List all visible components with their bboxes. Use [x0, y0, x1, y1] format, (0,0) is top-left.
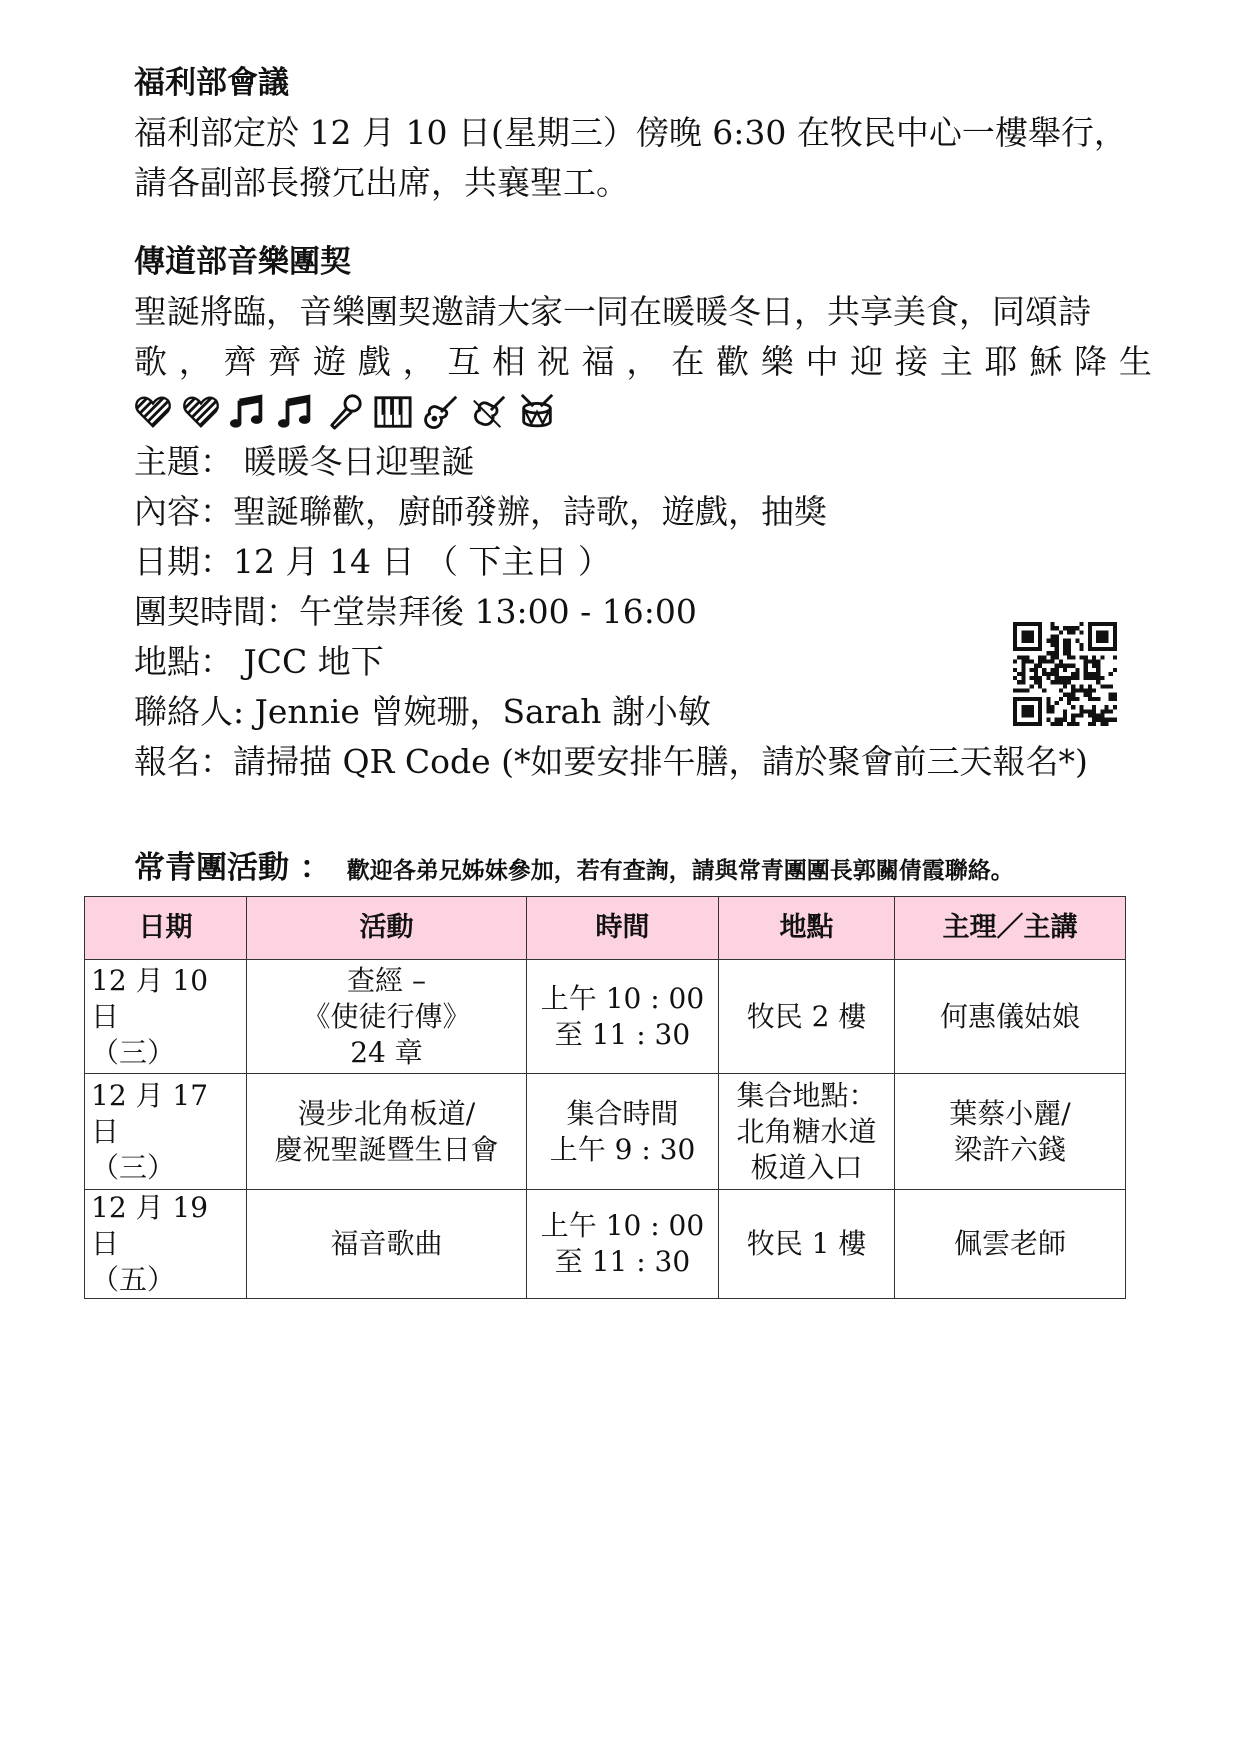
intro-char: 降	[1074, 342, 1108, 381]
welfare-line: 福利部定於 12 月 10 日(星期三）傍晚 6:30 在牧民中心一樓舉行，	[134, 113, 1127, 152]
cell-line: 12 月 10 日	[91, 963, 209, 1033]
music-time: 團契時間：午堂崇拜後 13:00 - 16:00	[134, 592, 697, 631]
music-register: 報名：請掃描 QR Code (*如要安排午膳，請於聚會前三天報名*)	[134, 742, 1088, 781]
cell-line: （三）	[91, 1035, 176, 1069]
intro-char: 遊	[313, 342, 347, 381]
place-cell	[719, 1074, 895, 1190]
cell-line: 上午 10 : 00	[540, 981, 705, 1015]
intro-char: 生	[1118, 342, 1152, 381]
music-notes-icon	[230, 393, 268, 431]
microphone-icon	[326, 393, 364, 431]
piano-keys-icon	[374, 393, 412, 431]
drum-icon	[518, 393, 556, 431]
column-header: 主理／主講	[895, 897, 1126, 960]
column-header: 活動	[247, 897, 527, 960]
intro-char: 在	[671, 342, 705, 381]
heart-icon	[182, 393, 220, 431]
cell-line: 慶祝聖誕暨生日會	[274, 1132, 499, 1166]
intro-char: 相	[492, 342, 526, 381]
time-cell	[527, 960, 719, 1074]
date-cell	[85, 1074, 247, 1190]
intro-char: 迎	[850, 342, 884, 381]
intro-char: 歌	[134, 342, 167, 381]
column-header: 地點	[719, 897, 895, 960]
cell-line: 集合時間	[566, 1096, 679, 1130]
host-cell	[895, 1190, 1126, 1299]
date-cell	[85, 1190, 247, 1299]
music-intro-line	[134, 337, 1152, 387]
cell-line: 《使徒行傳》	[302, 999, 471, 1033]
intro-char: 耶	[984, 342, 1018, 381]
activity-cell	[247, 1074, 527, 1190]
intro-char: 歡	[715, 342, 749, 381]
intro-char: 齊	[223, 342, 257, 381]
table-header-row	[85, 897, 1126, 960]
music-notes-icon	[278, 393, 316, 431]
welfare-section	[134, 58, 1154, 208]
music-theme: 主題： 暖暖冬日迎聖誕	[134, 442, 475, 481]
place-cell	[719, 960, 895, 1074]
elderly-note: 歡迎各弟兄姊妹參加，若有查詢，請與常青團團長郭關倩霞聯絡。	[346, 858, 1014, 884]
qr-code[interactable]	[1013, 622, 1117, 726]
cell-line: 上午 9 : 30	[549, 1132, 696, 1166]
music-intro-line: 聖誕將臨，音樂團契邀請大家一同在暖暖冬日，共享美食，同頌詩	[134, 292, 1091, 331]
cell-line: 12 月 19 日	[91, 1191, 209, 1260]
intro-char: ，	[626, 342, 660, 381]
elderly-title: 常青團活動 ：	[134, 850, 331, 886]
table-row	[85, 1074, 1126, 1190]
intro-char: 齊	[268, 342, 302, 381]
column-header: 日期	[85, 897, 247, 960]
intro-char: 戲	[357, 342, 391, 381]
heart-icon	[134, 393, 172, 431]
intro-char: ，	[178, 342, 212, 381]
cell-line: 北角糖水道	[736, 1114, 877, 1148]
cell-line: （五）	[91, 1263, 176, 1296]
activity-cell	[247, 1190, 527, 1299]
cell-line: （三）	[91, 1150, 176, 1184]
music-section	[134, 237, 1154, 787]
host-cell	[895, 960, 1126, 1074]
music-contact: 聯絡人: Jennie 曾婉珊，Sarah 謝小敏	[134, 692, 711, 731]
cell-line: 板道入口	[750, 1150, 863, 1184]
cell-line: 何惠儀姑娘	[939, 999, 1080, 1033]
intro-char: 接	[895, 342, 929, 381]
music-heading: 傳道部音樂團契	[134, 244, 351, 280]
guitar-icon	[422, 393, 460, 431]
time-cell	[527, 1190, 719, 1299]
cell-line: 梁許六錢	[953, 1132, 1066, 1166]
cell-line: 福音歌曲	[330, 1227, 443, 1260]
cell-line: 上午 10 : 00	[540, 1209, 705, 1242]
table-row	[85, 1190, 1126, 1299]
cell-line: 集合地點：	[736, 1078, 877, 1112]
intro-char: ，	[402, 342, 436, 381]
place-cell	[719, 1190, 895, 1299]
intro-char: 互	[447, 342, 481, 381]
cell-line: 24 章	[350, 1035, 423, 1069]
host-cell	[895, 1074, 1126, 1190]
cell-line: 牧民 2 樓	[746, 999, 867, 1033]
activities-table	[84, 896, 1126, 1299]
time-cell	[527, 1074, 719, 1190]
date-cell	[85, 960, 247, 1074]
intro-char: 穌	[1029, 342, 1063, 381]
cell-line: 漫步北角板道/	[297, 1096, 476, 1130]
cell-line: 牧民 1 樓	[746, 1227, 867, 1260]
music-location: 地點： JCC 地下	[134, 642, 384, 681]
welfare-heading: 福利部會議	[134, 65, 289, 101]
intro-char: 福	[581, 342, 615, 381]
violin-icon	[470, 393, 508, 431]
cell-line: 12 月 17 日	[91, 1078, 209, 1148]
intro-char: 祝	[536, 342, 570, 381]
column-header: 時間	[527, 897, 719, 960]
music-icon-row	[134, 387, 1154, 437]
cell-line: 查經 –	[347, 963, 426, 997]
cell-line: 至 11 : 30	[554, 1245, 691, 1278]
elderly-heading	[134, 842, 1014, 887]
cell-line: 至 11 : 30	[554, 1017, 691, 1051]
music-content: 內容：聖誕聯歡，廚師發辦，詩歌，遊戲，抽獎	[134, 492, 827, 531]
intro-char: 主	[939, 342, 973, 381]
table-row	[85, 960, 1126, 1074]
welfare-line: 請各副部長撥冗出席，共襄聖工。	[134, 163, 629, 202]
cell-line: 葉蔡小麗/	[949, 1096, 1071, 1130]
music-date: 日期：12 月 14 日 （ 下主日 ）	[134, 542, 611, 581]
activity-cell	[247, 960, 527, 1074]
intro-char: 中	[805, 342, 839, 381]
intro-char: 樂	[760, 342, 794, 381]
cell-line: 佩雲老師	[953, 1227, 1066, 1260]
